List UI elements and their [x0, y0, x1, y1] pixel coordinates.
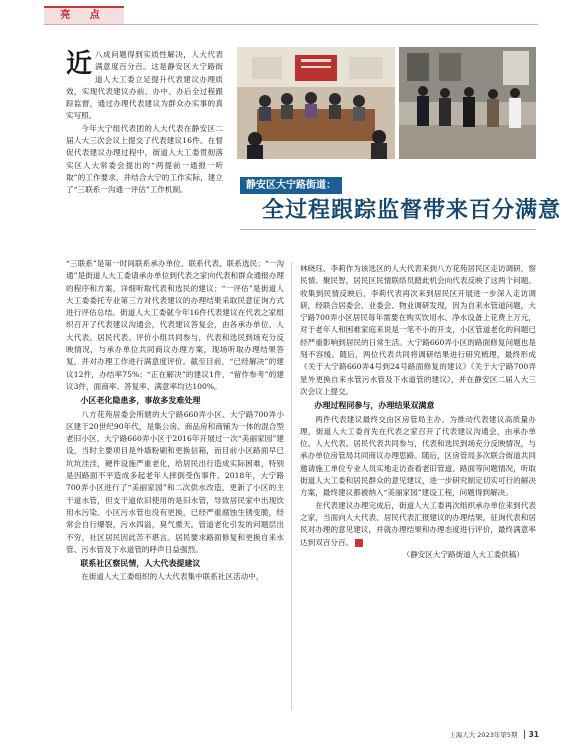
drop-cap: 近: [66, 49, 93, 79]
paragraph: 八方花苑居委会所辖的大宁路660弄小区、大宁路700弄小区建于20世纪90年代，是集公房、商品房和商铺为一体的混合型老旧小区。大宁路660弄小区于2016年开展过一次“美丽家园”建设，当时主要项目是外墙粉刷和更换信箱，而目前小区路面早已坑坑洼洼，硬件设施严重老化，给居民出行造成实际困难，特别是因路面不平造成多起老年人摔倒受伤事件。2018年，大宁路700弄小区进行了“美丽家园”和二次供水改造，更新了小区的主干道水管，但支干道依旧使用的是旧水管，导致居民家中出现饮用水污染。小区污水管也没有更换，已经严重腐蚀生锈变脆，经常会自行爆裂，污水四溢，臭气熏天。管道老化引发的问题层出不穷，社区居民因此苦不堪言。居民要求路面修复和更换自来水管、污水管及下水道管的呼声日益强烈。: [66, 409, 284, 554]
left-column-top: [66, 49, 223, 197]
subheading: 办理过程同参与，办理结果双满意: [314, 401, 435, 411]
subheading: 小区老化隐患多，事故多发难处理: [80, 396, 201, 406]
title-rule: [240, 229, 536, 230]
paragraph: 在街道人大工委组织的人大代表集中联系社区活动中，: [81, 572, 264, 582]
paragraph: 两件代表建议最终交由区房管局主办。为推动代表建议高质量办理，街道人大工委首先在代表之家召开了代表建议沟通会，由承办单位、人大代表、居民代表共同参与，代表和选民到场充分反映情况，与承办单位房管局共同商议办理思路。随后，区房管局多次联合街道共同邀请施工单位专业人员实地走访查看老旧管道、路面等问题情况，听取街道人大工委和居民群众的意见建议，进一步研究制定切实可行的解决方案，最终建议都被纳入“美丽家园”建设工程，问题得到解决。: [300, 414, 536, 498]
article-kicker: 静安区大宁路街道：: [240, 177, 342, 194]
issue-number: 2023年第5期: [477, 731, 518, 739]
section-label: 亮 点: [60, 10, 108, 21]
subheading: 联系社区察民情，人大代表提建议: [80, 559, 201, 569]
paragraph: 在代表建议办理完成后，街道人大工委再次组织承办单位来到代表之家，当面向人大代表、居民代表汇报建议的办理结果，征询代表和居民对办理的意见建议，并就办理结果和办理态度进行评价，最终满意率达到双百分百。 A: [300, 500, 536, 547]
right-column-body: [300, 263, 536, 561]
site-visit-photo: [399, 47, 536, 159]
page-number: 31: [524, 730, 539, 739]
paragraph: “三联系”是第一时间联系承办单位、联系代表、联系选民；“一沟通”是街道人大工委请承办单位到代表之家向代表和群众通报办理的程序和方案，详细听取代表和选民的建议；“一评估”是街道人大工委委托专业第三方对代表建议的办理结果采取民意征询方式进行评估总结。街道人大工委就今年16件代表建议在代表之家组织召开了代表建议沟通会，代表建议答复会，由各承办单位、人大代表、居民代表、评价小组共同参与，代表和选民到场充分反映情况，与承办单位共同商议办理方案，现场听取办理结果答复，并对办理工作进行满意度评价。截至目前，“已经解决”的建议12件，办结率75%；“正在解决”的建议1件，“留作参考”的建议3件，面商率、答复率、满意率均达100%。: [66, 259, 284, 391]
magazine-name: 上海人大: [449, 731, 476, 739]
meeting-photo: [237, 47, 395, 159]
byline: （静安区大宁路街道人大工委供稿）: [402, 549, 524, 559]
page-footer: [449, 730, 539, 739]
paragraph: 近八成问题得到实质性解决，人大代表满意度百分百。这是静安区大宁路街道人大工委立足提升代表建议办理质效，实现代表建议办前、办中、办后全过程跟踪监督，通过办理代表建议为群众办实事的真实写照。: [66, 49, 223, 121]
section-header: [44, 6, 124, 24]
paragraph: 林晓珏、李莉作为该选区的人大代表来到八方花苑居民区走访调研，察民情、聚民智，居民区民情联络员踏此机会向代表反映了这两个问题。收集到民情反映后，李莉代表再次来到居民区开展进一步深入走访调研，经联合居委会、业委会、物业调研发现，因为自来水管道问题，大宁路700弄小区居民每年需要在购买饮用水、净水设备上花费上万元，对于老年人和困难家庭来说是一笔不小的开支，小区管道老化的问题已经严重影响到居民的日常生活。大宁路660弄小区的路面修复问题也是刻不容缓。随后，两位代表共同将调研结果进行研究梳理，最终形成《关于大宁路660弄4号到24号路面修复的建议》《关于大宁路700弄星外更换自来水管污水管及下水道管的建议》，并在静安区二届人大三次会议上提交。: [300, 264, 536, 396]
article-title: 全过程跟踪监督带来百分满意: [262, 198, 562, 223]
column-divider: [291, 262, 292, 710]
photo-strip: [237, 47, 536, 159]
header-rule: [44, 24, 538, 25]
paragraph: 今年大宁组代表团的人大代表在静安区二届人大三次会议上提交了代表建议16件。在督促代表建议办理过程中，街道人大工委贯彻落实区人大常委会提出的“两提前一通报一听取”的工作要求，并结合大宁的工作实际，建立了“三联系一沟通一评估”工作机制。: [66, 123, 223, 195]
left-column-body: [66, 258, 284, 584]
end-mark-icon: A: [355, 539, 363, 547]
